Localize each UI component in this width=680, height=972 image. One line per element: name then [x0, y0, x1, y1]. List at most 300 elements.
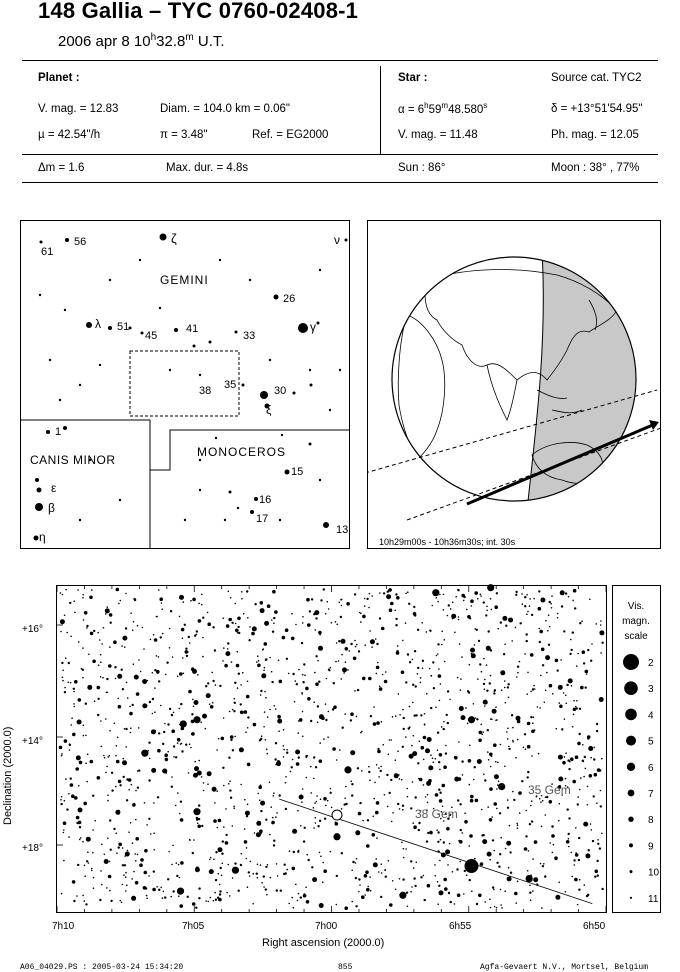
field-star [474, 628, 476, 630]
field-star [163, 731, 165, 733]
field-star [578, 859, 580, 861]
field-star [296, 683, 298, 685]
field-star [413, 877, 415, 879]
field-star [107, 794, 109, 796]
field-star [223, 785, 225, 787]
field-star [527, 745, 531, 749]
field-star [386, 594, 391, 599]
table-bottom-rule [22, 182, 658, 183]
field-star [97, 698, 99, 700]
field-star [327, 800, 329, 802]
field-star [449, 699, 451, 701]
field-star [384, 869, 386, 871]
field-star [313, 778, 315, 780]
field-star [476, 718, 478, 720]
field-star [298, 732, 300, 734]
field-star [427, 802, 429, 804]
field-star [76, 895, 78, 897]
field-star [527, 722, 531, 726]
field-star [320, 599, 322, 601]
field-star [140, 858, 144, 862]
field-star [86, 860, 88, 862]
constellation-monoceros: MONOCEROS [197, 445, 287, 459]
field-star [482, 839, 487, 844]
field-star [87, 851, 89, 853]
field-star [597, 874, 599, 876]
field-star [179, 877, 181, 879]
field-star [278, 730, 280, 732]
field-star [496, 788, 498, 790]
field-star [433, 687, 435, 689]
field-star [277, 875, 279, 877]
field-star [577, 742, 581, 746]
star-alpha [398, 101, 487, 116]
field-star [201, 776, 203, 778]
field-star [436, 655, 438, 657]
field-star [303, 663, 305, 665]
field-star [376, 764, 378, 766]
field-star [254, 832, 256, 834]
field-star [146, 895, 148, 897]
field-star [401, 842, 403, 844]
field-star [439, 769, 441, 771]
field-star [232, 749, 234, 751]
field-star [317, 825, 319, 827]
field-star [182, 657, 184, 659]
field-star [530, 653, 534, 657]
field-star [266, 749, 268, 751]
field-star [447, 690, 449, 692]
field-star [351, 783, 353, 785]
field-star [252, 626, 257, 631]
field-star [558, 777, 563, 782]
field-star [223, 647, 225, 649]
field-star [97, 686, 101, 690]
field-star [445, 745, 447, 747]
field-star [196, 867, 200, 871]
planet-mu: µ = 42.54"/h [38, 129, 101, 141]
field-star [495, 720, 497, 722]
field-star [123, 761, 125, 763]
field-star [266, 894, 268, 896]
field-star [355, 905, 357, 907]
field-star [408, 603, 410, 605]
field-star [114, 666, 116, 668]
field-star [364, 644, 366, 646]
field-star [484, 705, 486, 707]
finder-star [281, 434, 283, 436]
field-star [341, 852, 343, 854]
field-star [333, 682, 335, 684]
field-star [426, 631, 428, 633]
finder-star [319, 479, 321, 481]
field-star [273, 840, 275, 842]
field-star [433, 761, 435, 763]
field-star [459, 643, 461, 645]
field-star [100, 676, 102, 678]
field-star [179, 708, 181, 710]
field-star [160, 636, 162, 638]
field-star [105, 613, 107, 615]
field-star [525, 835, 527, 837]
field-star [466, 609, 468, 611]
field-star [225, 808, 227, 810]
field-star [570, 852, 572, 854]
field-star [525, 748, 527, 750]
field-star [515, 902, 517, 904]
field-star [457, 677, 459, 679]
field-star [465, 707, 467, 709]
field-star [575, 853, 579, 857]
field-star [153, 802, 155, 804]
field-star [132, 704, 134, 706]
field-star [264, 621, 269, 626]
field-star [223, 826, 225, 828]
field-star [585, 670, 589, 674]
field-star [246, 695, 250, 699]
field-star [537, 706, 539, 708]
field-star [580, 686, 584, 690]
annotation-38-gem: 38 Gem [415, 807, 458, 821]
field-star [79, 761, 83, 765]
field-star [501, 907, 503, 909]
finder-star [317, 322, 320, 325]
field-star [487, 729, 489, 731]
field-star [322, 862, 324, 864]
field-star [591, 829, 593, 831]
field-star [368, 766, 370, 768]
field-star [357, 767, 359, 769]
field-star [302, 788, 304, 790]
field-star [511, 640, 513, 642]
field-star [179, 672, 183, 676]
field-star [460, 689, 462, 691]
field-star [551, 607, 553, 609]
field-star [443, 609, 445, 611]
field-star [86, 837, 91, 842]
target-star-marker [332, 810, 342, 820]
field-star [439, 860, 441, 862]
field-star [69, 602, 71, 604]
field-star [601, 888, 603, 890]
alpha-pre: α = 6 [398, 103, 425, 116]
field-star [492, 709, 497, 714]
field-star [313, 701, 315, 703]
field-star [121, 901, 123, 903]
field-star [383, 744, 385, 746]
field-star [531, 755, 533, 757]
field-star [135, 819, 137, 821]
field-star [416, 862, 418, 864]
field-star [63, 832, 65, 834]
field-star [354, 690, 356, 692]
field-star [495, 706, 497, 708]
field-star [293, 907, 295, 909]
field-star [240, 784, 242, 786]
field-star [600, 620, 602, 622]
y-tick-18: +18° [22, 843, 43, 854]
label-gamma: γ [310, 320, 316, 334]
field-star [124, 864, 126, 866]
field-star [574, 864, 576, 866]
field-star [231, 622, 233, 624]
finder-star [35, 503, 43, 511]
field-star [260, 608, 265, 613]
field-star [134, 675, 139, 680]
field-star [144, 802, 146, 804]
field-star [430, 754, 432, 756]
field-star [576, 665, 578, 667]
field-star [238, 632, 240, 634]
field-star [313, 756, 315, 758]
field-star [504, 644, 506, 646]
field-star [91, 870, 93, 872]
field-star [186, 655, 188, 657]
field-star [362, 615, 366, 619]
field-star [157, 749, 161, 753]
legend-mag-label: 9 [648, 841, 654, 853]
field-star [595, 870, 599, 874]
field-star [539, 798, 541, 800]
finder-star [298, 323, 308, 333]
field-star [504, 687, 506, 689]
field-star [571, 649, 573, 651]
field-star [401, 779, 403, 781]
field-star [136, 692, 140, 696]
field-star [302, 681, 304, 683]
field-star [507, 807, 509, 809]
field-star [471, 653, 473, 655]
field-star [331, 807, 333, 809]
field-star [344, 906, 348, 910]
field-star [369, 593, 371, 595]
field-star [63, 860, 65, 862]
field-star [130, 822, 132, 824]
field-star [326, 678, 328, 680]
field-star [542, 865, 544, 867]
field-star [72, 880, 76, 884]
field-star [169, 647, 171, 649]
field-star [532, 890, 534, 892]
field-star [555, 895, 560, 900]
field-star [470, 799, 474, 803]
label-33: 33 [243, 330, 256, 342]
field-star [427, 794, 429, 796]
field-star [205, 685, 207, 687]
field-star [97, 632, 99, 634]
field-star [73, 703, 75, 705]
field-star [572, 600, 574, 602]
field-star [497, 628, 499, 630]
field-star [228, 618, 232, 622]
field-star [378, 871, 380, 873]
field-star [70, 724, 72, 726]
field-star [149, 701, 151, 703]
field-star [423, 759, 425, 761]
field-star [540, 598, 545, 603]
field-star [126, 799, 128, 801]
field-star [531, 800, 533, 802]
field-star [375, 811, 379, 815]
field-star [387, 806, 389, 808]
field-star [376, 643, 378, 645]
field-star [443, 721, 445, 723]
field-star [239, 747, 244, 752]
field-star [575, 755, 579, 759]
field-star [496, 907, 498, 909]
field-star [90, 760, 94, 764]
field-star [189, 839, 191, 841]
field-star [327, 601, 329, 603]
field-star [260, 690, 262, 692]
field-star [369, 876, 371, 878]
field-star [412, 822, 414, 824]
field-star [232, 825, 234, 827]
constellation-canis-minor: CANIS MINOR [30, 453, 116, 467]
field-star [360, 621, 362, 623]
field-star [273, 844, 275, 846]
field-star [322, 881, 324, 883]
max-duration: Max. dur. = 4.8s [166, 162, 249, 174]
field-star [133, 871, 135, 873]
field-star [151, 729, 156, 734]
field-star [178, 895, 180, 897]
field-star [154, 687, 156, 689]
field-star [565, 752, 567, 754]
field-star [125, 852, 130, 857]
field-star [427, 884, 431, 888]
field-star [336, 642, 338, 644]
field-star [339, 602, 341, 604]
field-star [563, 630, 565, 632]
field-star [74, 612, 76, 614]
field-star [276, 863, 278, 865]
field-star [306, 900, 310, 904]
finder-star [139, 259, 141, 261]
field-star [303, 840, 305, 842]
field-star [230, 735, 234, 739]
field-star [388, 590, 390, 592]
field-star [346, 602, 350, 606]
field-star [329, 670, 331, 672]
field-star [131, 896, 136, 901]
field-star [134, 853, 136, 855]
finder-star [59, 399, 61, 401]
field-star [275, 816, 277, 818]
field-star [233, 710, 235, 712]
field-star [195, 907, 197, 909]
field-star [248, 871, 250, 873]
field-star [111, 789, 113, 791]
field-star [548, 614, 550, 616]
field-star [373, 862, 378, 867]
field-star [109, 861, 111, 863]
legend-title-3: scale [624, 631, 648, 642]
field-star [406, 892, 408, 894]
field-star [165, 772, 167, 774]
field-star [489, 787, 493, 791]
field-star [75, 767, 79, 771]
field-star [82, 895, 84, 897]
field-star [118, 705, 122, 709]
field-star [191, 732, 195, 736]
field-star [506, 841, 511, 846]
field-star [84, 865, 86, 867]
field-star [196, 634, 198, 636]
field-star [218, 738, 220, 740]
field-star [529, 892, 531, 894]
field-star [85, 703, 87, 705]
field-star [538, 628, 540, 630]
field-star [252, 903, 254, 905]
field-star [557, 617, 559, 619]
field-star [214, 802, 216, 804]
field-star [142, 703, 147, 708]
field-star [483, 774, 485, 776]
field-star [229, 711, 231, 713]
x-tick-6h55: 6h55 [449, 921, 472, 932]
field-star [494, 906, 496, 908]
field-star [100, 870, 102, 872]
field-star [577, 796, 579, 798]
field-star [500, 904, 502, 906]
field-star [230, 739, 232, 741]
field-star [201, 825, 203, 827]
bright-star [526, 875, 533, 882]
field-star [407, 796, 409, 798]
field-star [70, 783, 74, 787]
field-star [225, 834, 227, 836]
field-star [390, 779, 392, 781]
field-star [245, 731, 247, 733]
field-star [342, 727, 344, 729]
field-star [168, 851, 170, 853]
field-star [540, 863, 542, 865]
field-star [341, 605, 343, 607]
field-star [243, 613, 245, 615]
detail-frame [57, 586, 607, 913]
field-star [123, 758, 125, 760]
field-star [227, 864, 229, 866]
field-star [78, 641, 80, 643]
field-star [364, 894, 366, 896]
field-star [274, 758, 276, 760]
x-axis-label: Right ascension (2000.0) [262, 937, 385, 949]
field-star [395, 759, 397, 761]
field-star [545, 620, 547, 622]
field-star [202, 656, 204, 658]
field-star [279, 794, 281, 796]
field-star [471, 605, 473, 607]
field-star [82, 594, 84, 596]
field-star [579, 879, 581, 881]
field-star [252, 873, 254, 875]
field-star [596, 723, 598, 725]
field-star [247, 727, 249, 729]
legend-mag-label: 5 [648, 736, 654, 748]
field-star [151, 768, 156, 773]
field-star [389, 792, 391, 794]
field-star [600, 624, 602, 626]
field-star [526, 594, 528, 596]
field-star [315, 766, 317, 768]
field-star [539, 641, 541, 643]
field-star [370, 890, 372, 892]
field-star [179, 616, 181, 618]
field-star [366, 888, 370, 892]
field-star [484, 679, 486, 681]
finder-star [199, 374, 201, 376]
